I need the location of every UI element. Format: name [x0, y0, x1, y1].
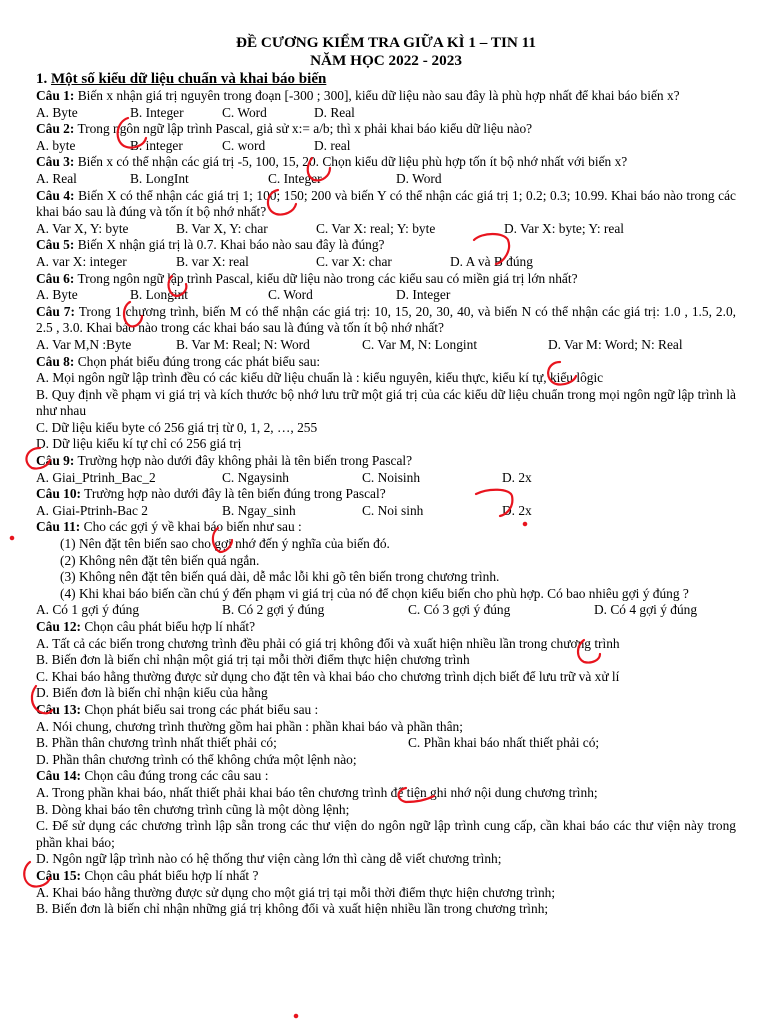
question-label: Câu 6:	[36, 270, 75, 286]
question-11	[36, 519, 736, 619]
question-3	[36, 154, 736, 187]
question-13	[36, 702, 736, 768]
question-text: Trong 1 chương trình, biến M có thể nhận các giá trị: 10, 15, 20, 30, 40, và biến N có thể nhận các giá trị: 1.0 , 1.5, 2.0, 2.5 , 3.0. Khai báo nào trong các khai báo sau là đúng và tốn ít bộ nhớ nhất?	[36, 303, 737, 336]
question-5	[36, 237, 736, 270]
option-c: C. Var X: real; Y: byte	[316, 220, 436, 236]
question-1	[36, 88, 736, 121]
question-text: Chọn câu phát biểu hợp lí nhất?	[84, 619, 256, 634]
question-8	[36, 354, 736, 454]
option-a: A. Var X, Y: byte	[36, 220, 129, 236]
question-label: Câu 13:	[36, 701, 82, 717]
option-a: A. Byte	[36, 104, 78, 120]
options-row	[36, 254, 736, 271]
question-text: Chọn phát biểu đúng trong các phát biểu sau:	[77, 353, 321, 369]
option-c: C. word	[222, 137, 266, 153]
options-row	[36, 470, 736, 487]
options-row	[36, 337, 736, 354]
option-d: D. Có 4 gợi ý đúng	[594, 602, 698, 618]
option-a: A. var X: integer	[36, 253, 127, 269]
option-c: C. Phần khai báo nhất thiết phải có;	[408, 735, 600, 751]
question-text: Trường hợp nào dưới đây không phải là tên biến trong Pascal?	[77, 453, 413, 469]
option-b: C. Ngaysinh	[222, 469, 289, 485]
document-subtitle: NĂM HỌC 2022 - 2023	[310, 52, 462, 69]
option-c: C. Dữ liệu kiểu byte có 256 giá trị từ 0, 1, 2, …, 255	[36, 419, 318, 435]
question-label: Câu 4:	[36, 187, 75, 203]
option-d: D. Integer	[396, 287, 451, 303]
option-b: B. Var M: Real; N: Word	[176, 336, 310, 352]
question-text: Chọn câu phát biểu hợp lí nhất ?	[84, 867, 259, 883]
options-row	[36, 503, 736, 520]
question-label: Câu 14:	[36, 768, 82, 784]
exam-document	[36, 34, 736, 918]
options-row	[36, 735, 736, 752]
option-d: D. real	[314, 137, 351, 153]
option-d: D. Real	[314, 104, 355, 120]
option-c: C. Để sử dụng các chương trình lập sẵn trong các thư viện do ngôn ngữ lập trình cung cấp, cần khai báo các thư viện này trong phần khai báo;	[36, 818, 736, 850]
option-b: B. Biến đơn là biến chỉ nhận một giá trị tại mỗi thời điểm thực hiện chương trình	[36, 652, 470, 668]
option-d: D. A và B đúng	[450, 253, 533, 269]
option-a: A. Khai báo hằng thường được sử dụng cho một giá trị tại mỗi thời điểm thực hiện chương trình;	[36, 884, 556, 900]
document-title: ĐỀ CƯƠNG KIỂM TRA GIỮA KÌ 1 – TIN 11	[236, 34, 536, 51]
option-b: B. Ngay_sinh	[222, 502, 296, 518]
options-row	[36, 602, 736, 619]
question-label: Câu 5:	[36, 237, 75, 253]
question-4	[36, 188, 736, 238]
option-d: D. 2x	[502, 502, 532, 518]
option-d: D. Phần thân chương trình có thể không chứa một lệnh nào;	[36, 751, 357, 767]
question-label: Câu 1:	[36, 88, 75, 103]
question-label: Câu 2:	[36, 121, 75, 137]
options-row	[36, 138, 736, 155]
option-a: A. Trong phần khai báo, nhất thiết phải khai báo tên chương trình để tiện ghi nhớ nội dung chương trình;	[36, 784, 598, 800]
option-d: D. Var M: Word; N: Real	[548, 336, 683, 352]
question-label: Câu 12:	[36, 619, 82, 634]
option-a: A. byte	[36, 137, 76, 153]
option-d: D. Var X: byte; Y: real	[504, 220, 624, 236]
question-label: Câu 9:	[36, 453, 75, 469]
option-c: C. Word	[222, 104, 267, 120]
question-text: Biến x có thể nhận các giá trị -5, 100, 15, 20. Chọn kiểu dữ liệu phù hợp tốn ít bộ nhớ nhất với biến x?	[77, 154, 628, 170]
hint-1: (1) Nên đặt tên biến sao cho gợi nhớ đến ý nghĩa của biến đó.	[60, 536, 390, 552]
option-b: B. LongInt	[130, 170, 189, 186]
question-text: Biến X nhận giá trị là 0.7. Khai báo nào sau đây là đúng?	[77, 237, 385, 253]
option-a: A. Nói chung, chương trình thường gồm hai phần : phần khai báo và phần thân;	[36, 718, 463, 734]
option-c: C. Var M, N: Longint	[362, 336, 478, 352]
question-7	[36, 304, 736, 354]
option-a: A. Real	[36, 170, 77, 186]
question-15	[36, 868, 736, 918]
option-d: D. Dữ liệu kiểu kí tự chỉ có 256 giá trị	[36, 436, 242, 452]
option-c: C. var X: char	[316, 253, 392, 269]
option-b: B. integer	[130, 137, 183, 153]
option-d: D. Biến đơn là biến chỉ nhận kiểu của hằng	[36, 685, 268, 701]
option-c: C. Noi sinh	[362, 502, 424, 518]
options-row	[36, 171, 736, 188]
question-10	[36, 486, 736, 519]
option-a: A. Var M,N :Byte	[36, 336, 132, 352]
options-row	[36, 287, 736, 304]
question-label: Câu 7:	[36, 303, 75, 319]
question-6	[36, 271, 736, 304]
question-text: Biến x nhận giá trị nguyên trong đoạn [-300 ; 300], kiểu dữ liệu nào sau đây là phù hợp nhất để khai báo biến x?	[77, 88, 680, 103]
question-label: Câu 10:	[36, 486, 82, 502]
hint-2: (2) Không nên đặt tên biến quá ngắn.	[60, 552, 260, 568]
option-b: B. Dòng khai báo tên chương trình cũng là một dòng lệnh;	[36, 801, 350, 817]
question-text: Cho các gợi ý về khai báo biến như sau :	[83, 519, 302, 535]
option-a: A. Giai_Ptrinh_Bac_2	[36, 469, 156, 485]
question-2	[36, 121, 736, 154]
option-b: B. Biến đơn là biến chỉ nhận những giá trị không đổi và xuất hiện nhiều lần trong chương trình;	[36, 901, 549, 917]
option-a: A. Byte	[36, 287, 78, 303]
option-c: C. Có 3 gợi ý đúng	[408, 602, 511, 618]
question-text: Biến X có thể nhận các giá trị 1; 100; 150; 200 và biến Y có thể nhận các giá trị 1; 0.2; 0.3; 10.99. Khai báo nào trong các khai báo sau là đúng và tốn ít bộ nhớ nhất?	[36, 187, 736, 220]
question-text: Trong ngôn ngữ lập trình Pascal, kiểu dữ liệu nào trong các kiểu sau có miền giá trị lớn nhất?	[77, 270, 578, 286]
question-label: Câu 15:	[36, 867, 82, 883]
question-text: Chọn phát biểu sai trong các phát biểu sau :	[84, 701, 319, 717]
question-9	[36, 453, 736, 486]
option-d: D. Word	[396, 170, 442, 186]
option-a: A. Mọi ngôn ngữ lập trình đều có các kiểu dữ liệu chuẩn là : kiểu nguyên, kiểu thực, kiểu kí tự, kiểu lôgic	[36, 370, 604, 386]
option-d: D. Ngôn ngữ lập trình nào có hệ thống thư viện càng lớn thì càng dễ viết chương trình;	[36, 851, 502, 867]
question-text: Trường hợp nào dưới đây là tên biến đúng trong Pascal?	[84, 486, 386, 502]
option-c: C. Khai báo hằng thường được sử dụng cho đặt tên và khai báo cho chương trình dịch biết để lưu trữ và xử lí	[36, 668, 620, 684]
question-label: Câu 8:	[36, 353, 75, 369]
hint-3: (3) Không nên đặt tên biến quá dài, dễ mắc lỗi khi gõ tên biến trong chương trình.	[60, 569, 500, 585]
option-b: B. Var X, Y: char	[176, 220, 268, 236]
option-c: C. Integer	[268, 170, 322, 186]
option-a: A. Giai-Ptrinh-Bac 2	[36, 502, 148, 518]
option-c: C. Noisinh	[362, 469, 421, 485]
question-12	[36, 619, 736, 702]
pen-dot	[11, 537, 13, 539]
option-b: B. Có 2 gợi ý đúng	[222, 602, 325, 618]
question-14	[36, 768, 736, 868]
options-row	[36, 105, 736, 122]
option-a: A. Tất cả các biến trong chương trình đều phải có giá trị không đổi và xuất hiện nhiều lần trong chương trình	[36, 635, 620, 651]
hint-4: (4) Khi khai báo biến cần chú ý đến phạm vi giá trị của nó để chọn kiểu biến cho phù hợp. Có bao nhiêu gợi ý đúng ?	[60, 585, 689, 601]
options-row	[36, 221, 736, 238]
section-heading: 1. Một số kiểu dữ liệu chuẩn và khai báo biến	[36, 71, 327, 87]
option-b: B. Longint	[130, 287, 189, 303]
question-text: Trong ngôn ngữ lập trình Pascal, giả sử x:= a/b; thì x phải khai báo kiểu dữ liệu nào?	[77, 121, 533, 137]
question-label: Câu 11:	[36, 519, 81, 535]
option-c: C. Word	[268, 287, 313, 303]
question-label: Câu 3:	[36, 154, 75, 170]
pen-dot	[295, 1015, 297, 1017]
option-b: B. Quy định về phạm vi giá trị và kích thước bộ nhớ lưu trữ một giá trị của các kiểu dữ liệu chuẩn trong mọi ngôn ngữ lập trình là như nhau	[36, 386, 736, 419]
option-b: B. Phần thân chương trình nhất thiết phải có;	[36, 735, 277, 751]
question-text: Chọn câu đúng trong các câu sau :	[84, 768, 269, 784]
option-b: B. Integer	[130, 104, 184, 120]
option-d: D. 2x	[502, 469, 532, 485]
option-a: A. Có 1 gợi ý đúng	[36, 602, 140, 618]
option-b: B. var X: real	[176, 253, 249, 269]
